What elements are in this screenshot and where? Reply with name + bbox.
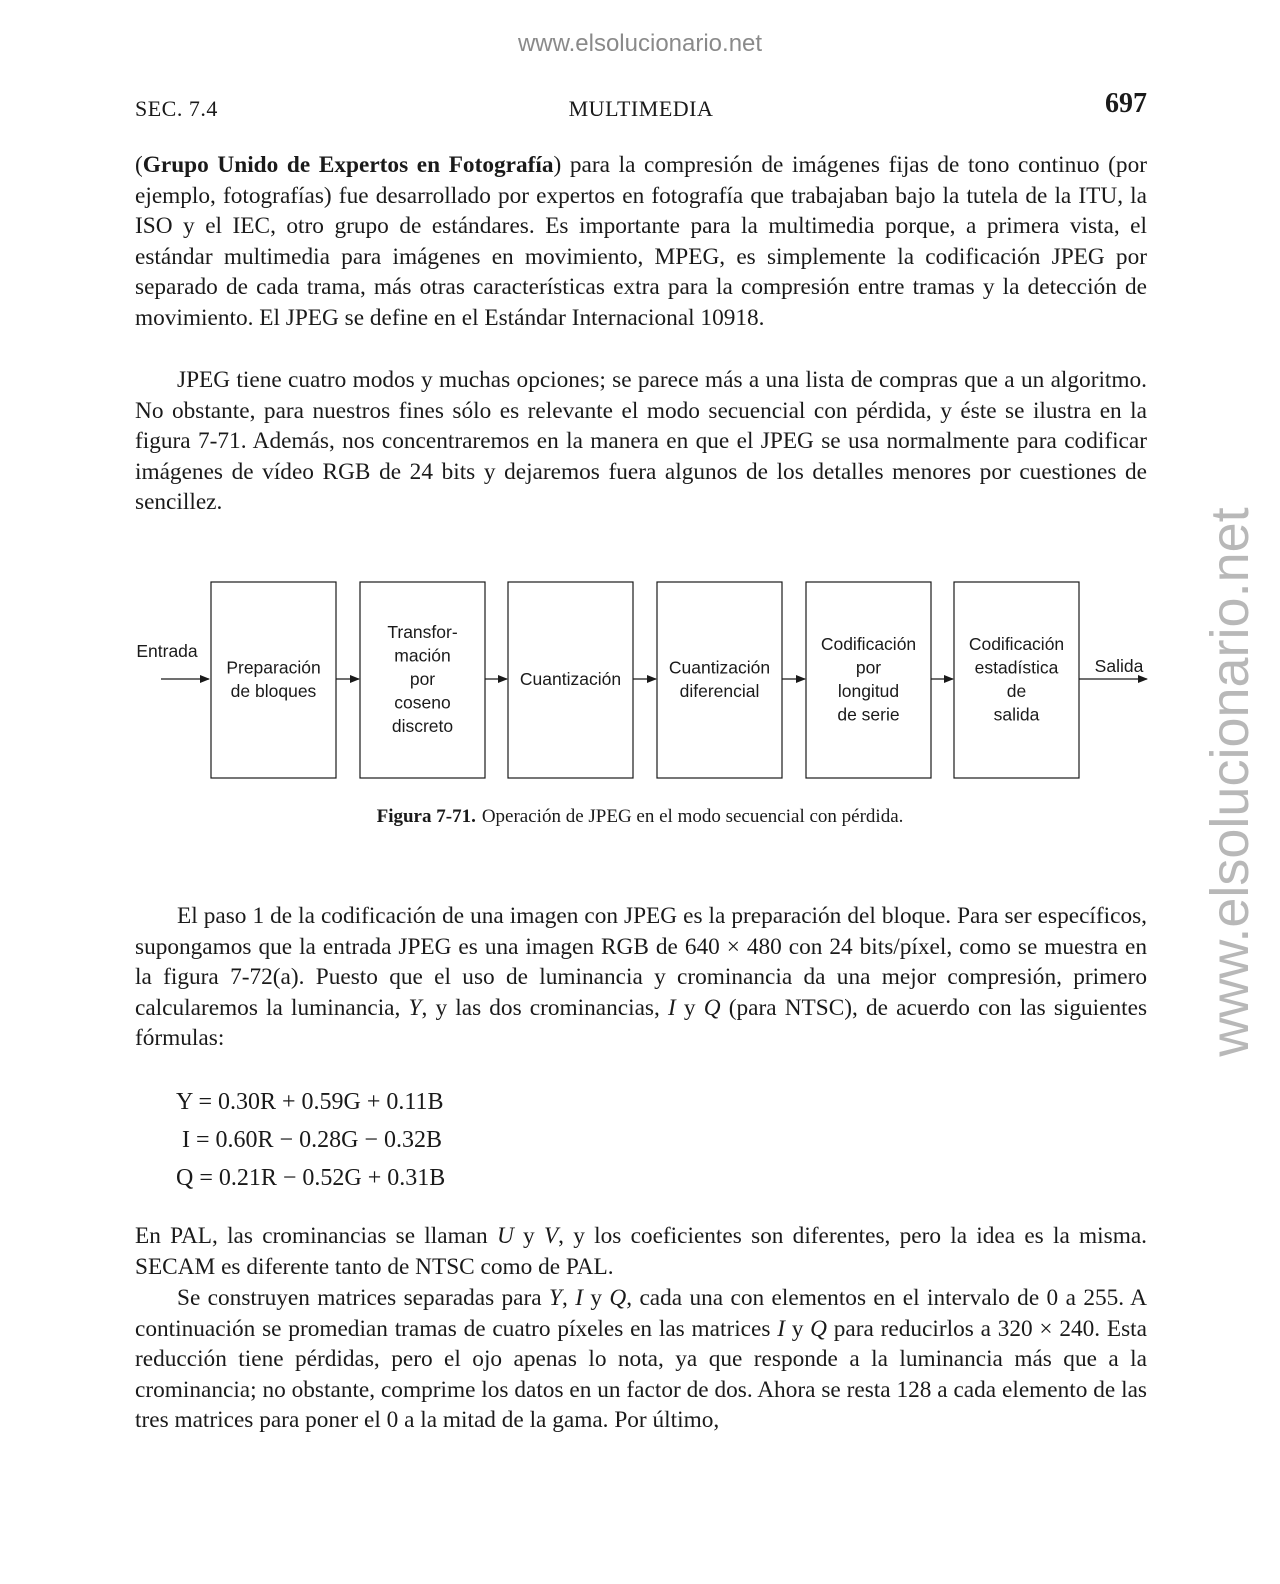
- process-box-label: de bloques: [230, 680, 317, 701]
- watermark-top: www.elsolucionario.net: [517, 30, 763, 57]
- process-box-label: coseno: [394, 692, 451, 713]
- paragraph-5-text-2: ,: [561, 1285, 576, 1311]
- var-u: U: [496, 1223, 514, 1249]
- paragraph-5-text-4: , cada una con elementos en el intervalo de 0 a 255. A continuación se promedian tramas de cuatro píxeles en las matrices: [135, 1285, 1148, 1342]
- bold-term: Grupo Unido de Expertos en Fotografía: [142, 152, 554, 178]
- paragraph-4-text-3: , y los coeficientes son diferentes, pero la idea es la misma. SECAM es diferente tanto de NTSC como de PAL.: [135, 1223, 1148, 1280]
- paragraph-3-text-2: , y las dos crominancias,: [421, 994, 668, 1021]
- process-box-label: discreto: [391, 716, 454, 736]
- paragraph-4: [135, 1221, 1147, 1282]
- paragraph-5-text-3: y: [582, 1285, 610, 1311]
- formula-q: Q = 0.21R − 0.52G + 0.31B: [176, 1165, 446, 1191]
- paragraph-1: [135, 150, 1147, 334]
- jpeg-pipeline-diagram: [130, 572, 1160, 788]
- process-box-label: diferencial: [679, 680, 760, 701]
- chapter-title: MULTIMEDIA: [568, 96, 714, 121]
- paragraph-4-text-1: En PAL, las crominancias se llaman: [135, 1223, 497, 1249]
- paragraph-3-text-3: y: [675, 994, 704, 1021]
- section-label: SEC. 7.4: [135, 96, 218, 121]
- process-box-label: longitud: [837, 680, 900, 701]
- process-box-label: por: [855, 657, 882, 678]
- var-q: Q: [609, 1285, 627, 1311]
- process-box-label: estadística: [974, 657, 1059, 678]
- paragraph-1-text: ) para la compresión de imágenes fijas de tono continuo (por ejemplo, fotografías) fue desarrollado por expertos en fotografía que trabajaban bajo la tutela de la ITU, la ISO y el IEC, otro grupo de estándares. Es importante para la multimedia porque, a primera vista, el estándar multimedia para imágenes en movimiento, MPEG, es simplemente la codificación JPEG por separado de cada trama, más otras características extra para la compresión entre tramas y la detección de movimiento. El JPEG se define en el Estándar Internacional 10918.: [135, 152, 1147, 331]
- output-label: Salida: [1094, 656, 1144, 676]
- figure-caption: [0, 806, 1280, 828]
- process-box-label: Cuantización: [668, 657, 771, 678]
- open-paren: (: [135, 152, 143, 178]
- paragraph-3: [135, 901, 1147, 1054]
- page-number: 697: [1105, 88, 1147, 119]
- paragraph-2: JPEG tiene cuatro modos y muchas opciones; se parece más a una lista de compras que a un algoritmo. No obstante, para nuestros fines sólo es relevante el modo secuencial con pérdida, y éste se ilustra en la figura 7-71. Además, nos concentraremos en la manera en que el JPEG se usa normalmente para codificar imágenes de vídeo RGB de 24 bits y dejaremos fuera algunos de los detalles menores por cuestiones de sencillez.: [135, 367, 1147, 516]
- paragraph-5-text-6: para reducirlos a 320 × 240. Esta reducción tiene pérdidas, pero el ojo apenas lo nota, ya que responde a la luminancia más que a la crominancia; no obstante, comprime los datos en un factor de dos. Ahora se resta 128 a cada elemento de las tres matrices para poner el 0 a la mitad de la gama. Por último,: [135, 1315, 1147, 1434]
- process-box-label: Transfor-: [387, 622, 458, 642]
- watermark-side: www.elsolucionario.net: [1200, 507, 1260, 1057]
- process-box-label: Codificación: [820, 633, 917, 654]
- var-i: I: [575, 1285, 583, 1311]
- var-i: I: [667, 994, 676, 1021]
- caption-label: Figura 7-71.: [376, 806, 476, 827]
- var-q: Q: [703, 994, 721, 1021]
- formula-y: Y = 0.30R + 0.59G + 0.11B: [176, 1089, 444, 1115]
- formula-i: I = 0.60R − 0.28G − 0.32B: [176, 1127, 442, 1153]
- process-box-label: por: [409, 669, 436, 689]
- var-i: I: [777, 1315, 785, 1342]
- paragraph-4-text-2: y: [513, 1223, 544, 1249]
- process-box-label: de: [1006, 680, 1027, 701]
- paragraph-5-text-1: Se construyen matrices separadas para: [177, 1285, 550, 1311]
- input-label: Entrada: [136, 641, 198, 661]
- var-v: V: [543, 1223, 559, 1249]
- paragraph-5: [135, 1283, 1147, 1436]
- process-box-label: Codificación: [968, 633, 1065, 654]
- process-box-label: salida: [993, 704, 1040, 725]
- process-box-label: Cuantización: [519, 669, 622, 689]
- process-box-label: Preparación: [226, 657, 321, 678]
- formula-block: [176, 1083, 445, 1197]
- process-box-label: de serie: [837, 704, 900, 725]
- var-y: Y: [549, 1285, 562, 1311]
- running-head: [135, 88, 1147, 124]
- var-q: Q: [810, 1315, 827, 1342]
- caption-text: Operación de JPEG en el modo secuencial con pérdida.: [481, 806, 904, 827]
- paragraph-3-text-1: El paso 1 de la codificación de una imagen con JPEG es la preparación del bloque. Para ser específicos, supongamos que la entrada JPEG es una imagen RGB de 640 × 480 con 24 bits/píxel, como se muestra en la figura 7-72(a). Puesto que el uso de luminancia y crominancia da una mejor compresión, primero calcularemos la luminancia,: [135, 903, 1147, 1021]
- paragraph-3-text-4: (para NTSC), de acuerdo con las siguientes fórmulas:: [135, 994, 1148, 1052]
- paragraph-5-text-5: y: [784, 1315, 811, 1342]
- var-y: Y: [408, 994, 422, 1021]
- process-box-label: mación: [394, 645, 451, 666]
